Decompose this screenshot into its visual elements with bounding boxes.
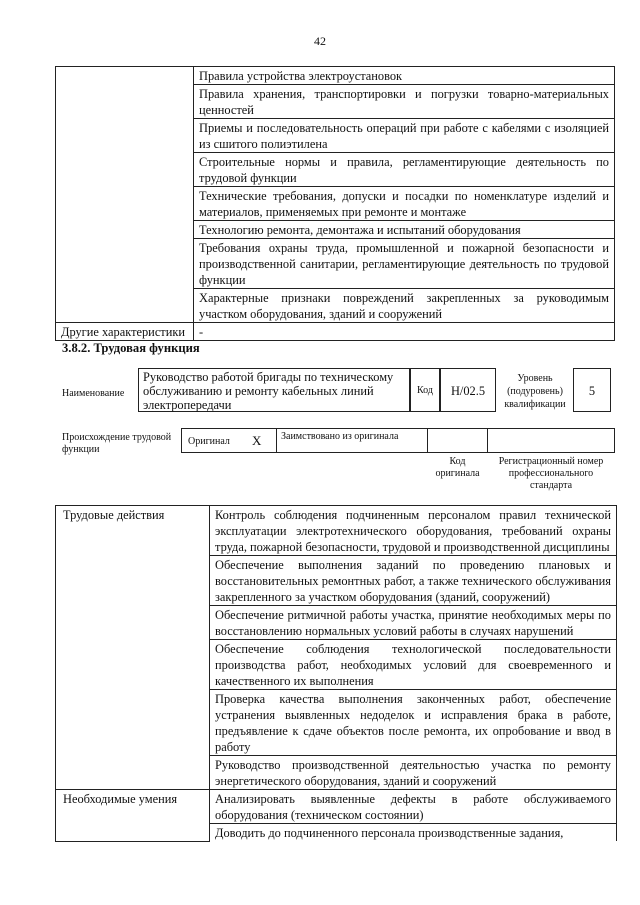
table-cell: Анализировать выявленные дефекты в работе обслуживаемого оборудования (техническом состоянии) — [210, 790, 617, 824]
original-label: Оригинал — [188, 436, 230, 447]
table-cell: Технические требования, допуски и посадки по номенклатуре изделий и материалов, применяемых при ремонте и монтаже — [194, 187, 615, 221]
section-title: 3.8.2. Трудовая функция — [62, 341, 200, 355]
code-original-cell — [427, 428, 488, 453]
code-original-label: Код оригинала — [435, 456, 480, 479]
table-cell: Руководство производственной деятельностью участка по ремонту энергетического оборудования, зданий и сооружений — [210, 756, 617, 790]
code-label: Код — [417, 385, 433, 396]
table-row — [56, 506, 617, 556]
function-name: Руководство работой бригады по техническому обслуживанию и ремонту кабельных линий электропередачи — [138, 368, 410, 412]
page-number: 42 — [314, 34, 326, 48]
original-cell — [181, 428, 277, 453]
table-cell: Требования охраны труда, промышленной и пожарной безопасности и производственной санитарии, регламентирующие деятельность по трудовой функции — [194, 239, 615, 289]
table-cell: Доводить до подчиненного персонала производственные задания, — [210, 824, 617, 842]
other-characteristics-label: Другие характеристики — [56, 323, 194, 341]
reg-number-label: Регистрационный номер профессионального стандарта — [498, 456, 604, 491]
required-skills-label: Необходимые умения — [56, 790, 210, 842]
table-row — [56, 67, 615, 85]
labor-actions-label: Трудовые действия — [56, 506, 210, 790]
code-label-cell — [410, 368, 440, 412]
knowledge-table — [55, 66, 615, 341]
table-cell: Контроль соблюдения подчиненным персоналом правил технической эксплуатации электротехнического оборудования, требований охраны труда, пожарной безопасности, трудовой и производственной дисциплины — [210, 506, 617, 556]
table-cell: Приемы и последовательность операций при работе с кабелями с изоляцией из сшитого полиэтилена — [194, 119, 615, 153]
table-cell: Обеспечение соблюдения технологической последовательности производства работ, необходимых условий для своевременного и качественного их выполнения — [210, 640, 617, 690]
table-cell: Обеспечение выполнения заданий по проведению плановых и восстановительных ремонтных работ, а также технического обслуживания закрепленного за участком оборудования (зданий, сооружений) — [210, 556, 617, 606]
other-characteristics-value: - — [194, 323, 615, 341]
level-label: Уровень (подуровень) квалификации — [504, 373, 566, 410]
table-cell: Правила устройства электроустановок — [194, 67, 615, 85]
functions-table — [55, 505, 617, 842]
table-row — [56, 323, 615, 341]
table-left-cell — [56, 67, 194, 323]
table-row — [56, 790, 617, 824]
table-cell: Характерные признаки повреждений закрепленных за руководимым участком оборудования, зданий и сооружений — [194, 289, 615, 323]
original-mark: X — [252, 433, 262, 448]
code-value: Н/02.5 — [440, 368, 496, 412]
origin-label: Происхождение трудовой функции — [62, 432, 172, 455]
reg-number-cell — [487, 428, 615, 453]
table-cell: Строительные нормы и правила, регламентирующие деятельность по трудовой функции — [194, 153, 615, 187]
level-value: 5 — [573, 368, 611, 412]
table-cell: Обеспечение ритмичной работы участка, принятие необходимых меры по восстановлению нормальных условий работы в случаях нарушений — [210, 606, 617, 640]
table-cell: Проверка качества выполнения законченных работ, обеспечение устранения выявленных недоделок и исправления брака в работе, предъявление к сдаче объектов после ремонта, их опробование и ввод в работу — [210, 690, 617, 756]
table-cell: Технологию ремонта, демонтажа и испытаний оборудования — [194, 221, 615, 239]
borrowed-cell: Заимствовано из оригинала — [276, 428, 428, 453]
table-cell: Правила хранения, транспортировки и погрузки товарно-материальных ценностей — [194, 85, 615, 119]
name-label: Наименование — [62, 388, 125, 399]
